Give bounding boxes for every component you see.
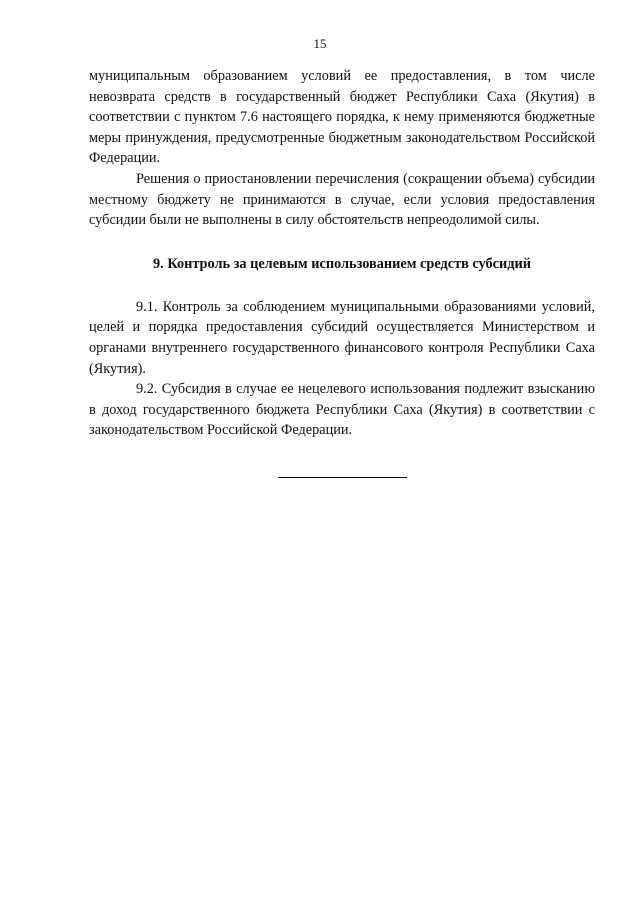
paragraph-suspension-decisions: Решения о приостановлении перечисления (сокращении объема) субсидии местному бюджету не принимаются в случае, если условия предоставления субсидии были не выполнены в силу обстоятельств непреодолимой силы. — [89, 170, 595, 229]
document-body — [89, 66, 595, 441]
paragraph-continuation: муниципальным образованием условий ее предоставления, в том числе невозврата средств в государственный бюджет Республики Саха (Якутия) в соответствии с пунктом 7.6 настоящего порядка, к нему применяются бюджетные меры принуждения, предусмотренные бюджетным законодательством Российской Федерации. — [89, 68, 595, 167]
page-number: 15 — [313, 36, 327, 51]
paragraph-9-1: 9.1. Контроль за соблюдением муниципальными образованиями условий, целей и порядка предоставления субсидий осуществляется Министерством и органами внутреннего государственного финансового контроля Республики Саха (Якутия). — [89, 298, 595, 377]
paragraph-9-2: 9.2. Субсидия в случае ее нецелевого использования подлежит взысканию в доход государственного бюджета Республики Саха (Якутия) в соответствии с законодательством Российской Федерации. — [89, 381, 595, 439]
end-of-document-rule — [278, 477, 407, 478]
section-heading: 9. Контроль за целевым использованием средств субсидий — [153, 255, 531, 272]
